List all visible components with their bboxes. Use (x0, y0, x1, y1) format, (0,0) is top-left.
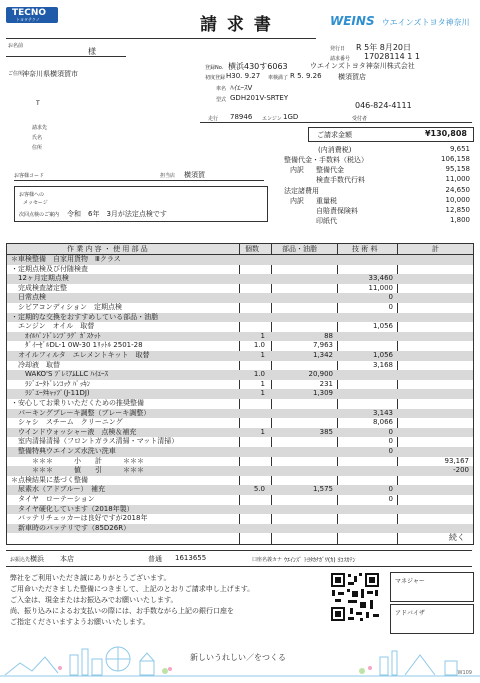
next-inspection-label: 次回点検のご案内 (19, 212, 60, 218)
message-label-1: お客様への (19, 192, 45, 198)
first-reg: H30. 9.27 (226, 72, 261, 80)
model: GDH201V-SRTEY (230, 94, 289, 102)
cell-qty: 5.0 (253, 485, 265, 494)
table-row (7, 437, 473, 447)
manager-box (390, 572, 474, 602)
cell-parts: 1,342 (312, 351, 333, 359)
cell-description: ｵｲﾙﾊﾟﾝﾄﾞﾚﾝﾌﾟﾗｸﾞ ｶﾞｽｹｯﾄ (11, 331, 101, 340)
table-row (7, 399, 473, 409)
table-row (7, 284, 473, 294)
cell-labor: 3,168 (372, 360, 393, 369)
company-branch: 横須賀店 (338, 73, 366, 81)
weins-logo-text: WEINS (330, 14, 375, 28)
cell-description: 完成検査諸定整 (11, 283, 67, 292)
cell-labor: 0 (388, 485, 393, 494)
header-total: 計 (432, 245, 439, 253)
billing-name-label: 氏名 (32, 135, 43, 141)
next-inspection: 令和 6年 3月が法定点検です (67, 210, 167, 218)
table-row (7, 370, 473, 380)
weins-logo (330, 10, 469, 29)
qr-code (330, 572, 380, 622)
reg-label: 登録No. (205, 65, 224, 71)
table-row (7, 265, 473, 275)
cell-description: ウインドウォッシャー液 点検＆補充 (11, 427, 137, 436)
table-row (7, 389, 473, 399)
cell-description: ・安心してお乗りいただくための推奨整備 (11, 399, 144, 407)
reg-number: 横浜430す6063 (228, 62, 288, 71)
table-row (7, 447, 473, 457)
cell-description: 尿素水（アドブルー） 補充 (11, 485, 106, 494)
cell-description: ＊車検整備 自家用貨物 Ⅲクラス (11, 255, 121, 263)
invoice-number-label: 請求番号 (330, 56, 351, 62)
weight-tax-value: 10,000 (445, 196, 470, 204)
weins-logo-sub: ウエインズトヨタ神奈川 (381, 18, 470, 27)
table-row (7, 466, 473, 476)
car-name-label: 車名 (216, 86, 227, 92)
table-row (7, 524, 473, 534)
maint-fee-value: 95,158 (445, 165, 470, 173)
issue-date: R 5年 8月20日 (356, 43, 412, 52)
cell-description: シビアコンディション 定期点検 (11, 303, 122, 311)
table-header (7, 244, 473, 255)
note-line: ご入金は、現金またはお振込みでお願いいたします。 (10, 596, 178, 604)
cell-description: ﾗｼﾞｴｰﾀﾄﾞﾚﾝｺｯｸ ﾊﾟｯｷﾝ (11, 379, 91, 388)
footer-slogan: 新しいうれしい／をつくる (190, 653, 286, 662)
continued-label: 続く (449, 533, 465, 542)
customer-code-label: お客様コード (14, 173, 45, 179)
tel-label: T (36, 100, 40, 107)
cell-parts: 20,900 (308, 370, 333, 379)
note-line: 尚、振り込みによるお支払いの際には、お手数ながら上記の銀行口座を (10, 607, 234, 615)
table-row (7, 361, 473, 371)
header-labor: 技 術 料 (352, 245, 378, 253)
cell-qty: 1.0 (253, 370, 265, 379)
header-parts: 部品・油脂 (282, 245, 317, 253)
header-description: 作 業 内 容 ・ 使 用 部 品 (67, 245, 148, 253)
holder-label: 口座名義カナ (252, 557, 283, 563)
table-row (7, 409, 473, 419)
cell-labor: 0 (388, 495, 393, 503)
table-row (7, 322, 473, 332)
bank-branch: 本店 (60, 555, 74, 563)
cell-total: 93,167 (444, 456, 469, 465)
cell-qty: 1 (260, 427, 265, 436)
table-row (7, 255, 473, 265)
cell-labor: 0 (388, 303, 393, 311)
detail-label: 内訳 (290, 166, 304, 174)
address-label: ご住所 (8, 71, 24, 77)
tecno-logo-text: TECNO (12, 8, 47, 18)
note-line: 弊社をご利用いただき誠にありがとうございます。 (10, 574, 171, 582)
inspection-value: 11,000 (445, 175, 470, 183)
engine: 1GD (283, 113, 299, 121)
tax-label: (内消費税) (318, 146, 352, 154)
cell-description: 12ヶ月定期点検 (11, 274, 69, 283)
expiry-label: 車検満了 (268, 75, 289, 81)
first-reg-label: 初度登録 (205, 75, 226, 81)
amount-label: ご請求金額 (317, 131, 352, 139)
billing-label: 請求先 (32, 125, 48, 131)
table-body (7, 255, 473, 540)
cell-qty: 1.0 (253, 341, 265, 350)
dealer-label: 担当店 (160, 173, 176, 179)
legal-label: 法定諸費用 (284, 187, 319, 195)
table-row (7, 495, 473, 505)
work-table (6, 243, 474, 545)
cell-labor: 0 (388, 427, 393, 436)
honorific: 様 (88, 47, 96, 56)
cell-description: エンジン オイル 取替 (11, 322, 95, 331)
cell-description: ﾀﾞｲｰｾﾞﾙDL-1 0W-30 1ﾘｯﾄﾙ 2501-28 (11, 341, 143, 350)
cell-description: 新車時のバッテリです（85D26R） (11, 523, 131, 532)
dealer: 横須賀 (184, 171, 205, 179)
cell-description: ﾗｼﾞｴｰﾀｷｬｯﾌﾟ(J-11DJ) (11, 389, 90, 398)
cell-qty: 1 (260, 379, 265, 388)
table-row (7, 514, 473, 524)
cell-description: パーキングブレーキ調整（ブレーキ調整） (11, 408, 151, 417)
cell-description: ・定期点検及び付随検査 (11, 264, 88, 273)
cell-parts: 231 (319, 379, 333, 388)
weight-tax-label: 重量税 (316, 197, 337, 205)
account-holder: ｳｴｲﾝｽﾞ ﾄﾖﾀｶﾅｶﾞﾜ(ｶ) ﾖｺｽｶﾃﾝ (284, 557, 356, 564)
cell-description: 室内清掃清掃（フロントガラス清掃・マット清掃） (11, 437, 179, 446)
note-line: ご用命いただきました整備につきまして、上記のとおりご請求申し上げます。 (10, 585, 255, 593)
model-label: 型式 (216, 97, 227, 103)
stamp-label: 印紙代 (316, 217, 337, 225)
cell-parts: 88 (324, 331, 333, 340)
insurance-label: 自賠責保険料 (316, 207, 358, 215)
cell-labor: 33,460 (368, 274, 393, 283)
cell-labor: 0 (388, 437, 393, 446)
cell-description: 日常点検 (11, 293, 46, 302)
engine-label: エンジン (262, 116, 282, 122)
company-tel: 046-824-4111 (355, 101, 412, 110)
stamp-value: 1,800 (449, 216, 470, 224)
message-label-2: メッセージ (23, 200, 48, 206)
legal-detail-label: 内訳 (290, 197, 304, 205)
cell-description: タイヤ ローテーション (11, 495, 95, 503)
maint-value: 106,158 (441, 155, 470, 163)
cell-labor: 11,000 (368, 283, 393, 292)
table-row (7, 341, 473, 351)
table-row (7, 505, 473, 515)
cell-parts: 1,309 (312, 389, 333, 398)
customer-address: 神奈川県横須賀市 (22, 70, 78, 78)
cell-labor: 3,143 (372, 408, 393, 417)
table-row (7, 303, 473, 313)
invoice-number: 17028114 1 1 (364, 52, 420, 61)
cell-description: ＊点検結果に基づく整備 (11, 475, 88, 484)
cell-description: ＊＊＊ 小 計 ＊＊＊ (11, 456, 144, 465)
cell-labor: 1,056 (372, 322, 393, 331)
tecno-logo (6, 7, 58, 23)
cell-description: シャシ スチーム クリーニング (11, 418, 123, 427)
table-row (7, 428, 473, 438)
cell-labor: 8,066 (372, 418, 393, 427)
name-label: お名前 (8, 43, 24, 49)
message-box (14, 186, 268, 222)
table-row (7, 380, 473, 390)
table-row (7, 485, 473, 495)
cell-description: ＊＊＊ 値 引 ＊＊＊ (11, 466, 144, 475)
table-row (7, 332, 473, 342)
document-title: 請 求 書 (200, 15, 273, 35)
cell-description: ・定期的な交換をおすすめしている部品・油脂 (11, 312, 159, 321)
cell-parts: 385 (319, 427, 333, 436)
cell-description: 整備特典ウエインズ水洗い洗車 (11, 447, 116, 455)
tecno-logo-sub: トヨタテクノ (16, 17, 40, 22)
car-name: ﾊｲｴｰｽV (230, 84, 253, 92)
cell-labor: 0 (388, 293, 393, 302)
table-row (7, 457, 473, 467)
amount-value: ¥130,808 (424, 129, 467, 138)
advisor-label: アドバイザ (395, 610, 425, 617)
cell-description: WAKO'S ﾌﾟﾚﾐｱﾑLLC ﾊｲｴｰｽ (11, 370, 109, 379)
billing-address-label: 住所 (32, 145, 43, 151)
expiry: R 5. 9.26 (290, 72, 322, 80)
insurance-value: 12,850 (445, 206, 470, 214)
cell-qty: 1 (260, 351, 265, 359)
cell-description: 冷却液 取替 (11, 360, 60, 369)
cell-description: バッテリチェッカーは良好ですが2018年 (11, 514, 148, 523)
mileage: 78946 (230, 113, 253, 121)
maint-label: 整備代金・手数料（税込） (284, 156, 368, 164)
cell-parts: 1,575 (312, 485, 333, 494)
cell-description: オイルフィルタ エレメントキット 取替 (11, 351, 150, 359)
cell-parts: 7,963 (312, 341, 333, 350)
cell-labor: 1,056 (372, 351, 393, 359)
bank-name: 横浜 (30, 555, 44, 563)
company-name: ウエインズトヨタ神奈川株式会社 (310, 62, 415, 70)
account-number: 1613655 (175, 554, 207, 562)
table-row (7, 351, 473, 361)
footer-code: W109 (457, 670, 472, 676)
cell-total: -200 (453, 466, 469, 475)
account-type: 普通 (148, 555, 162, 563)
table-row (7, 293, 473, 303)
advisor-box (390, 604, 474, 634)
inspection-label: 検査手数代行料 (316, 176, 365, 184)
legal-value: 24,650 (445, 186, 470, 194)
table-row (7, 274, 473, 284)
maint-fee-label: 整備代金 (316, 166, 344, 174)
cell-description: タイヤ硬化しています（2018年製） (11, 504, 134, 513)
mileage-label: 走行 (208, 116, 219, 122)
note-line: ご指定くださいますようお願いいたします。 (10, 618, 150, 626)
table-row (7, 418, 473, 428)
bank-label: お振込先 (10, 557, 31, 563)
cell-labor: 0 (388, 447, 393, 455)
amount-box (308, 127, 474, 142)
staff-label: 受付者 (352, 116, 368, 122)
tax-value: 9,651 (449, 145, 470, 153)
cell-qty: 1 (260, 389, 265, 398)
header-qty: 個数 (245, 245, 259, 253)
cell-qty: 1 (260, 331, 265, 340)
table-row (7, 313, 473, 323)
table-row (7, 476, 473, 486)
manager-label: マネジャー (395, 578, 425, 585)
issue-date-label: 発行日 (330, 46, 346, 52)
